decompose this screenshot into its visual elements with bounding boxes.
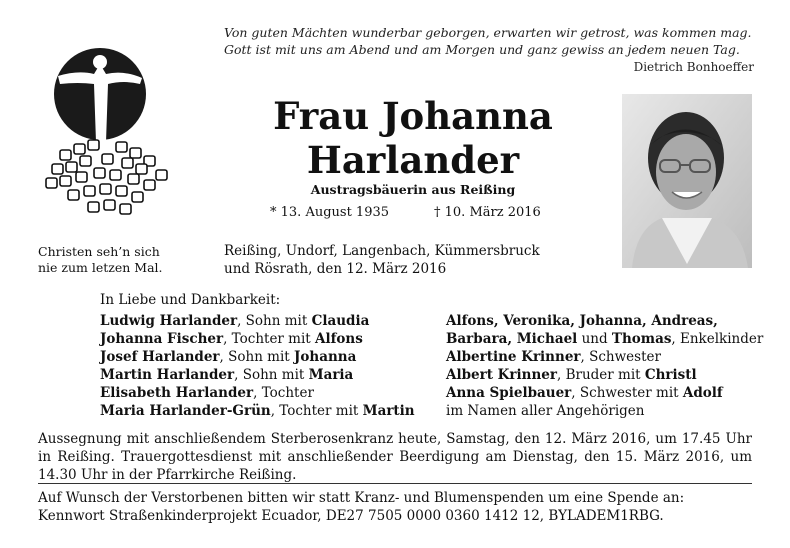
quote-author: Dietrich Bonhoeffer: [633, 60, 754, 74]
mourner-line: [100, 330, 415, 348]
mourner-name: Elisabeth Harlander: [100, 385, 254, 401]
motto-line-2: nie zum letzen Mal.: [38, 260, 163, 275]
divider: [38, 483, 752, 484]
mourner-line: [446, 384, 763, 402]
cross-sun-symbol: [38, 24, 178, 224]
places-line-1: Reißing, Undorf, Langenbach, Kümmersbruck: [224, 243, 540, 259]
quote-line-2: Gott ist mit uns am Abend und am Morgen und ganz gewiss an jedem neuen Tag.: [224, 42, 740, 57]
death-date: † 10. März 2016: [434, 205, 541, 220]
mourner-relation: im Namen aller Angehörigen: [446, 403, 645, 419]
mourner-relation: und: [577, 331, 612, 347]
mourner-name: Martin Harlander: [100, 367, 235, 383]
mourner-relation: , Sohn mit: [234, 367, 309, 383]
mourners-right-list: [446, 312, 763, 420]
mourner-name: Adolf: [682, 385, 723, 401]
mourner-name: Johanna: [294, 349, 357, 365]
mourner-name: Maria Harlander-Grün: [100, 403, 271, 419]
mourner-line: [100, 312, 415, 330]
donation-line-1: Auf Wunsch der Verstorbenen bitten wir statt Kranz- und Blumenspenden um eine Spende an:: [38, 490, 685, 506]
mourner-name: Johanna Fischer: [100, 331, 224, 347]
mourner-line: [446, 312, 763, 330]
quote-line-1: Von guten Mächten wunderbar geborgen, erwarten wir getrost, was kommen mag.: [224, 25, 752, 40]
mourner-line: [446, 348, 763, 366]
funeral-details: Aussegnung mit anschließendem Sterberosenkranz heute, Samstag, den 12. März 2016, um 17.45 Uhr in Reißing. Trauergottesdienst mit anschließender Beerdigung am Dienstag, den 15. März 2016, um 14.30 Uhr in der Pfarrkirche Reißing.: [38, 431, 752, 483]
mourner-name: Martin: [362, 403, 415, 419]
mourner-name: Christl: [644, 367, 697, 383]
mourner-line: [100, 384, 415, 402]
mourner-relation: , Tochter mit: [270, 403, 363, 419]
places-and-date: [224, 242, 584, 278]
mourner-name: Barbara, Michael: [446, 331, 578, 347]
mourner-name: Maria: [308, 367, 354, 383]
deceased-name-last: Harlander: [306, 138, 520, 182]
deceased-name-first: Frau Johanna: [273, 94, 553, 138]
mourner-relation: , Schwester: [580, 349, 661, 365]
birth-date: * 13. August 1935: [270, 205, 390, 220]
mourner-name: Thomas: [611, 331, 672, 347]
mourners-left-list: [100, 312, 415, 420]
mourner-name: Alfons, Veronika, Johanna, Andreas,: [446, 313, 718, 329]
mourner-relation: , Sohn mit: [219, 349, 295, 365]
mourner-relation: , Enkelkinder: [671, 331, 764, 347]
mourner-line: [100, 402, 415, 420]
bonhoeffer-quote: [224, 24, 754, 58]
motto: [38, 244, 163, 276]
mourner-name: Anna Spielbauer: [446, 385, 572, 401]
donation-line-2: Kennwort Straßenkinderprojekt Ecuador, DE27 7505 0000 0360 1412 12, BYLADEM1RBG.: [38, 508, 664, 524]
mourner-name: Claudia: [311, 313, 370, 329]
mourner-name: Ludwig Harlander: [100, 313, 238, 329]
mourner-relation: , Sohn mit: [237, 313, 312, 329]
mourner-line: [446, 366, 763, 384]
mourner-line: [446, 402, 763, 420]
mourner-relation: , Tochter mit: [223, 331, 316, 347]
motto-line-1: Christen seh’n sich: [38, 244, 160, 259]
mourner-name: Albert Krinner: [446, 367, 557, 383]
donation-request: [38, 489, 752, 525]
mourner-line: [446, 330, 763, 348]
mourner-line: [100, 366, 415, 384]
mourner-relation: , Schwester mit: [571, 385, 683, 401]
mourner-line: [100, 348, 415, 366]
deceased-title: Austragsbäuerin aus Reißing: [310, 182, 516, 197]
mourner-name: Albertine Krinner: [446, 349, 581, 365]
places-line-2: und Rösrath, den 12. März 2016: [224, 261, 447, 277]
mourner-relation: , Bruder mit: [557, 367, 645, 383]
mourner-name: Josef Harlander: [100, 349, 220, 365]
portrait-photo: [622, 94, 752, 268]
thanks-intro: In Liebe und Dankbarkeit:: [100, 292, 281, 308]
mourner-relation: , Tochter: [253, 385, 314, 401]
mourner-name: Alfons: [315, 331, 363, 347]
